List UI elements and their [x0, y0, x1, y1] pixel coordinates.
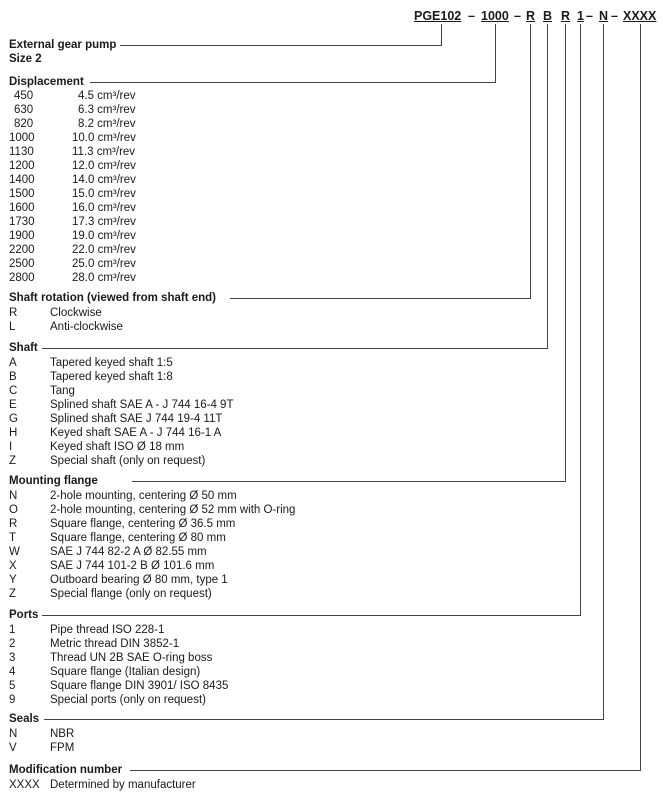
shaft-heading: Shaft: [9, 342, 41, 355]
code-rotation: R: [526, 9, 536, 23]
code-displacement: 1000: [481, 9, 509, 23]
rotation-heading: Shaft rotation (viewed from shaft end): [9, 292, 219, 305]
pump-title: External gear pump: [9, 39, 119, 52]
pump-size: Size 2: [9, 53, 42, 65]
code-dash: –: [586, 9, 593, 23]
code-seals: N: [599, 9, 609, 23]
code-dash: –: [468, 9, 475, 23]
modification-heading: Modification number: [9, 764, 125, 777]
code-ports: 1: [577, 9, 584, 23]
code-flange: R: [561, 9, 571, 23]
displacement-heading: Displacement: [9, 76, 87, 89]
seals-heading: Seals: [9, 713, 42, 726]
flange-heading: Mounting flange: [9, 475, 101, 488]
code-series: PGE102: [414, 9, 462, 23]
type-code: [414, 7, 660, 25]
ports-heading: Ports: [9, 609, 41, 622]
code-shaft: B: [543, 9, 553, 23]
code-dash: –: [611, 9, 618, 23]
code-dash: –: [514, 9, 521, 23]
code-modification: XXXX: [623, 9, 657, 23]
